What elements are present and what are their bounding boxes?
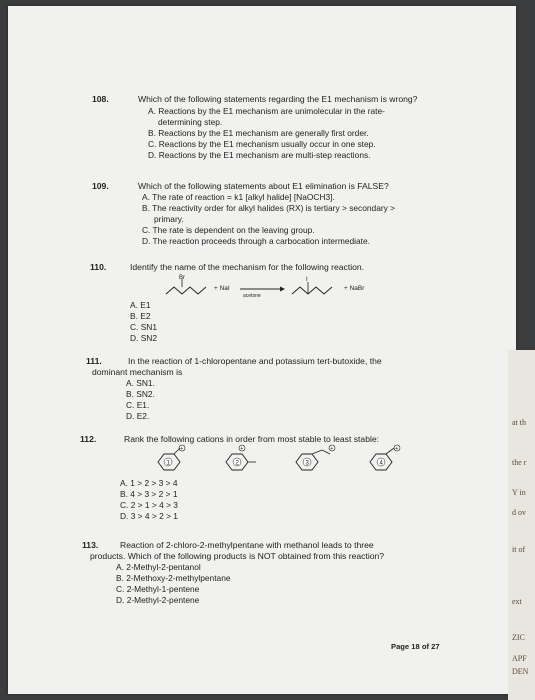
- product-label: + NaBr: [344, 285, 365, 292]
- question-number: 113.: [82, 540, 99, 550]
- question-text: Reaction of 2-chloro-2-methylpentane with methanol leads to three: [120, 540, 374, 550]
- question-text-continued: products. Which of the following products is NOT obtained from this reaction?: [90, 551, 385, 561]
- side-fragment: DEN: [512, 667, 529, 676]
- question-text: Which of the following statements regarding the E1 mechanism is wrong?: [138, 94, 418, 104]
- question-text: Identify the name of the mechanism for the following reaction.: [130, 262, 365, 272]
- question-text: Rank the following cations in order from most stable to least stable:: [124, 434, 380, 444]
- option: D. 3 > 4 > 2 > 1: [120, 511, 178, 521]
- option: B. The reactivity order for alkyl halides (RX) is tertiary > secondary >: [142, 203, 396, 213]
- option: B. 4 > 3 > 2 > 1: [120, 489, 178, 499]
- solvent-label: acetone: [243, 293, 261, 299]
- option: D. 2-Methyl-2-pentene: [116, 595, 200, 605]
- option: C. SN1: [130, 322, 157, 332]
- charge-label: +: [395, 446, 399, 452]
- charge-label: +: [180, 446, 184, 452]
- question-number: 109.: [92, 181, 109, 191]
- option: B. Reactions by the E1 mechanism are generally first order.: [148, 128, 369, 138]
- bromine-label: Br: [179, 275, 185, 281]
- option: C. Reactions by the E1 mechanism usually occur in one step.: [148, 139, 376, 149]
- cation-label: 4: [379, 460, 383, 467]
- question-number: 108.: [92, 94, 109, 104]
- side-fragment: at th: [512, 418, 526, 427]
- question-number: 110.: [90, 262, 107, 272]
- question-text: Which of the following statements about E1 elimination is FALSE?: [138, 181, 389, 191]
- option: B. 2-Methoxy-2-methylpentane: [116, 573, 231, 583]
- question-text: In the reaction of 1-chloropentane and potassium tert-butoxide, the: [128, 356, 382, 366]
- option: C. E1.: [126, 400, 150, 410]
- option: A. SN1.: [126, 378, 155, 388]
- side-fragment: Y in: [512, 488, 526, 497]
- option: A. Reactions by the E1 mechanism are unimolecular in the rate-: [148, 106, 385, 116]
- option: D. E2.: [126, 411, 150, 421]
- reaction-scheme: [158, 272, 408, 306]
- option: C. The rate is dependent on the leaving group.: [142, 225, 315, 235]
- reagent-label: + NaI: [214, 285, 230, 292]
- side-fragment: ZIC: [512, 633, 525, 642]
- option: A. 1 > 2 > 3 > 4: [120, 478, 178, 488]
- option: C. 2 > 1 > 4 > 3: [120, 500, 178, 510]
- option: A. The rate of reaction = k1 [alkyl halide] [NaOCH3].: [142, 192, 335, 202]
- question-number: 112.: [80, 434, 97, 444]
- cation-structures: [148, 444, 428, 478]
- option: D. SN2: [130, 333, 157, 343]
- option: primary.: [154, 214, 184, 224]
- side-fragment: APF: [512, 654, 527, 663]
- option: D. The reaction proceeds through a carbocation intermediate.: [142, 236, 370, 246]
- cation-label: 2: [235, 460, 239, 467]
- charge-label: +: [330, 446, 334, 452]
- option: A. 2-Methyl-2-pentanol: [116, 562, 201, 572]
- option: B. SN2.: [126, 389, 155, 399]
- exam-page: [8, 6, 516, 694]
- question-text-continued: dominant mechanism is: [92, 367, 183, 377]
- side-fragment: the r: [512, 458, 527, 467]
- cation-label: 3: [305, 460, 309, 467]
- side-fragment: ext: [512, 597, 522, 606]
- option: A. E1: [130, 300, 151, 310]
- charge-label: +: [240, 446, 244, 452]
- option: D. Reactions by the E1 mechanism are multi-step reactions.: [148, 150, 371, 160]
- side-fragment: it of: [512, 545, 526, 554]
- page-number: Page 18 of 27: [391, 642, 440, 651]
- cation-label: 1: [166, 460, 170, 467]
- option: determining step.: [158, 117, 223, 127]
- side-fragment: d ov: [512, 508, 526, 517]
- iodide-label: I: [306, 277, 308, 283]
- option: C. 2-Methyl-1-pentene: [116, 584, 200, 594]
- adjacent-page-edge: [508, 350, 535, 700]
- option: B. E2: [130, 311, 151, 321]
- question-number: 111.: [86, 356, 102, 366]
